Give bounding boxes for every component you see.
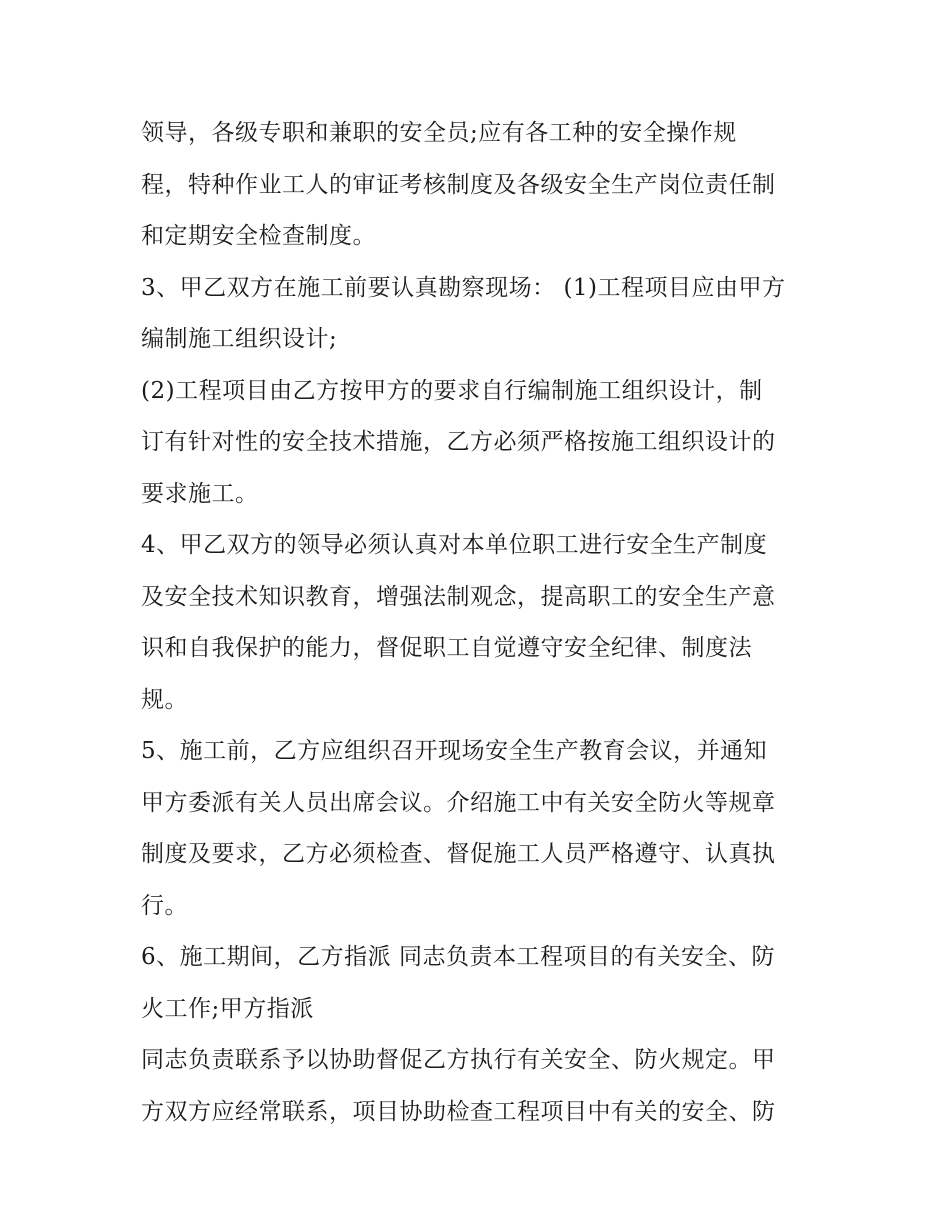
text-line: 要求施工。 <box>141 480 259 507</box>
text-line: 4、甲乙双方的领导必须认真对本单位职工进行安全生产制度 <box>141 532 768 558</box>
text-line: 及安全技术知识教育，增强法制观念，提高职工的安全生产意 <box>141 583 776 610</box>
text-line: 甲方委派有关人员出席会议。介绍施工中有关安全防火等规章 <box>141 789 776 816</box>
text-line: 3、甲乙双方在施工前要认真勘察现场： (1)工程项目应由甲方 <box>141 274 786 301</box>
text-line: 方双方应经常联系，项目协助检查工程项目中有关的安全、防 <box>141 1098 776 1125</box>
text-line: 和定期安全检查制度。 <box>141 223 376 249</box>
text-line: 火工作;甲方指派 <box>141 995 314 1022</box>
text-line: 6、施工期间，乙方指派 同志负责本工程项目的有关安全、防 <box>141 944 775 970</box>
text-line: 识和自我保护的能力，督促职工自觉遵守安全纪律、制度法 <box>141 635 752 661</box>
text-line: 领导，各级专职和兼职的安全员;应有各工种的安全操作规 <box>141 120 737 146</box>
text-line: 订有针对性的安全技术措施，乙方必须严格按施工组织设计的 <box>141 429 776 455</box>
document-body <box>141 108 821 1138</box>
text-line: 5、施工前，乙方应组织召开现场安全生产教育会议，并通知 <box>141 738 768 764</box>
text-line: 制度及要求，乙方必须检查、督促施工人员严格遵守、认真执 <box>141 841 776 867</box>
text-line: (2)工程项目由乙方按甲方的要求自行编制施工组织设计，制 <box>141 377 763 404</box>
text-line: 规。 <box>141 686 188 713</box>
text-line: 行。 <box>141 892 188 919</box>
text-line: 程，特种作业工人的审证考核制度及各级安全生产岗位责任制 <box>141 171 776 198</box>
text-line: 编制施工组织设计; <box>141 326 338 352</box>
text-line: 同志负责联系予以协助督促乙方执行有关安全、防火规定。甲 <box>141 1047 776 1073</box>
